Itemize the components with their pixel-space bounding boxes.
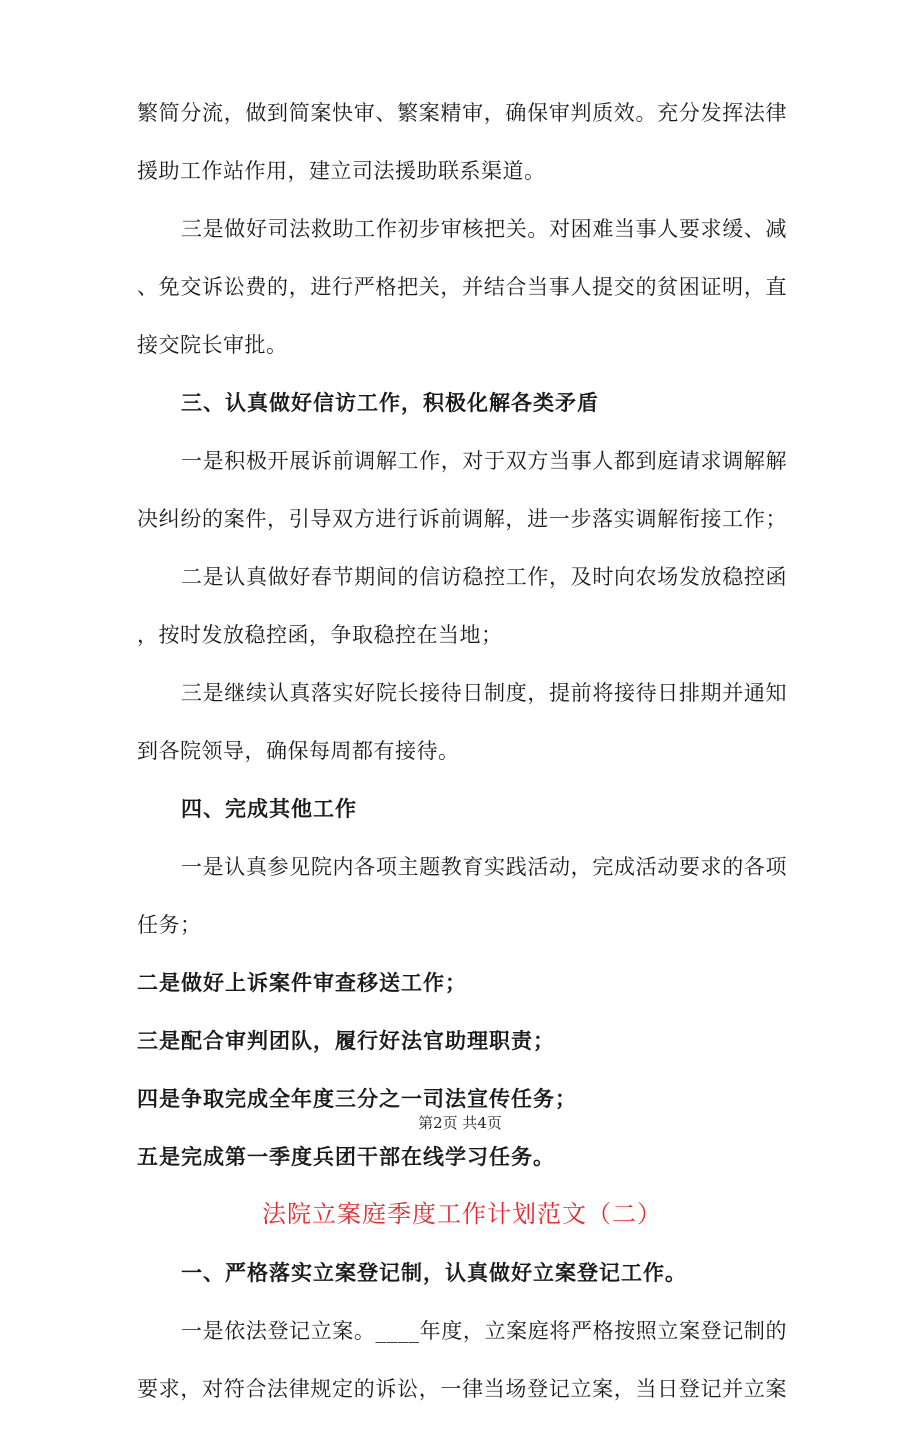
body-line: 三是做好司法救助工作初步审核把关。对困难当事人要求缓、减 — [181, 217, 787, 241]
body-line: 二是做好上诉案件审查移送工作； — [137, 971, 467, 995]
section-heading: 三、认真做好信访工作，积极化解各类矛盾 — [181, 391, 599, 415]
section-heading: 四、完成其他工作 — [181, 797, 357, 821]
body-line: 到各院领导，确保每周都有接待。 — [137, 739, 460, 763]
body-line: 接交院长审批。 — [137, 333, 288, 357]
body-line: 三是继续认真落实好院长接待日制度，提前将接待日排期并通知 — [181, 681, 787, 705]
section-heading: 一、严格落实立案登记制，认真做好立案登记工作。 — [181, 1261, 687, 1285]
body-line: 要求，对符合法律规定的诉讼，一律当场登记立案，当日登记并立案 — [137, 1377, 787, 1401]
body-line: 五是完成第一季度兵团干部在线学习任务。 — [137, 1145, 555, 1169]
body-line: 任务； — [137, 913, 202, 937]
document-body — [137, 100, 787, 1434]
body-line: 三是配合审判团队，履行好法官助理职责； — [137, 1029, 555, 1053]
page-footer: 第2页 共4页 — [418, 1114, 502, 1132]
body-line: 决纠纷的案件，引导双方进行诉前调解，进一步落实调解衔接工作； — [137, 507, 787, 531]
body-line: 二是认真做好春节期间的信访稳控工作，及时向农场发放稳控函 — [181, 565, 787, 589]
body-line: 一是积极开展诉前调解工作，对于双方当事人都到庭请求调解解 — [181, 449, 787, 473]
body-line: 一是依法登记立案。____年度，立案庭将严格按照立案登记制的 — [181, 1319, 787, 1343]
section-title: 法院立案庭季度工作计划范文（二） — [262, 1200, 662, 1228]
body-line: 繁简分流，做到简案快审、繁案精审，确保审判质效。充分发挥法律 — [137, 101, 787, 125]
body-line: 、免交诉讼费的，进行严格把关，并结合当事人提交的贫困证明，直 — [137, 275, 787, 299]
body-line: ，按时发放稳控函，争取稳控在当地； — [137, 623, 503, 647]
body-line: 四是争取完成全年度三分之一司法宣传任务； — [137, 1087, 577, 1111]
body-line: 援助工作站作用，建立司法援助联系渠道。 — [137, 159, 546, 183]
body-line: 一是认真参见院内各项主题教育实践活动，完成活动要求的各项 — [181, 855, 787, 879]
